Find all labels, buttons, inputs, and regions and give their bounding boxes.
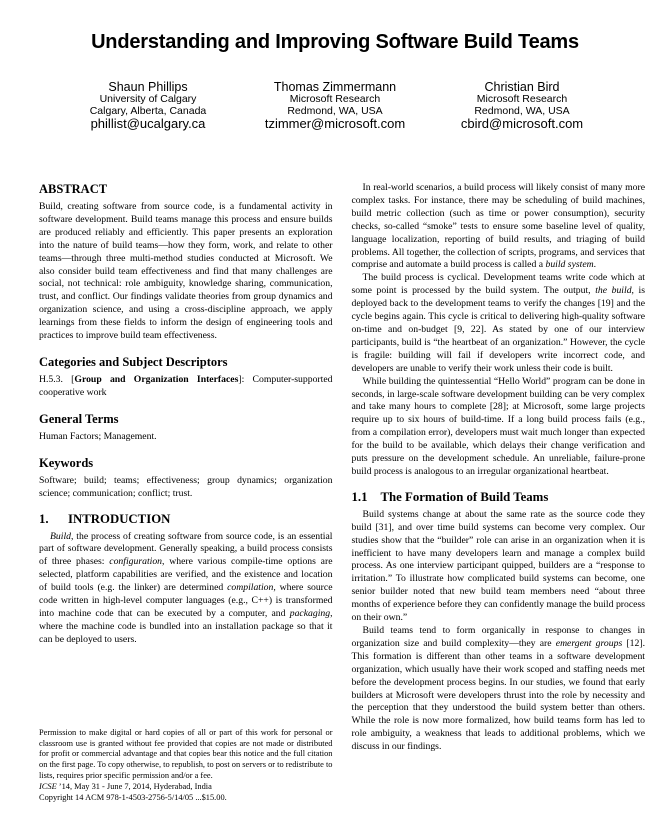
section-number: 1. bbox=[39, 511, 49, 526]
author-name: Thomas Zimmermann bbox=[273, 80, 397, 94]
keywords-text: Software; build; teams; effectiveness; group dynamics; organization science; communication; conflict; trust. bbox=[39, 474, 333, 499]
right-column bbox=[352, 182, 646, 804]
author-email: cbird@microsoft.com bbox=[460, 116, 584, 131]
author-affiliation-2: Redmond, WA, USA bbox=[287, 104, 383, 117]
author-email: tzimmer@microsoft.com bbox=[264, 116, 406, 131]
author-affiliation-1: University of Calgary bbox=[99, 93, 197, 105]
introduction-heading bbox=[39, 512, 333, 526]
introduction-paragraph: Build, the process of creating software from source code, is an essential part of software development. Generally speaking, a build process consists of three phases: configuration, where various compile-time options are selected, platform capabilities are verified, and the existence and location of build tools (e.g. the linker) are determined compilation, where source code written in high-level computer languages (e.g., C++) is transformed into machine code that can be executed by a computer, and packaging, where the machine code is bundled into an installation package so that it can be deployed to users. bbox=[39, 530, 333, 645]
section-1-1-heading bbox=[352, 490, 646, 504]
author-block-2 bbox=[253, 81, 418, 131]
author-affiliation-2: Redmond, WA, USA bbox=[474, 104, 570, 117]
copyright-text: Copyright 14 ACM 978-1-4503-2756-5/14/05 ...$15.00. bbox=[39, 793, 227, 803]
categories-text: H.5.3. [Group and Organization Interfaces]: Computer-supported cooperative work bbox=[39, 373, 333, 398]
left-column bbox=[39, 182, 333, 804]
copyright-footnote bbox=[39, 728, 333, 804]
paragraph: While building the quintessential “Hello World” program can be done in seconds, in large-scale software development building can be very complex and take many hours to complete [28]; at Microsoft, some large projects require up to six hours of build-time. If a long build process fails (e.g., from a compilation error), developers must wait much longer than expected for the build to be available, which delays their change verification and puts pressure on the development schedule. An unreliable, failure-prone build process is analogous to an irregular organizational heartbeat. bbox=[351, 375, 645, 477]
paragraph: In real-world scenarios, a build process will likely consist of many more complex tasks. For instance, there may be scheduling of build machines, build metric collection (such as time or power consumption), security checks, so-called “smoke” tests to ensure some baseline level of quality, language localization, reporting of build results, and triaging of build problems. All together, the collection of scripts, programs, and services that comprise and automate a build process is called a build system. bbox=[351, 182, 645, 271]
author-affiliation-1: Microsoft Research bbox=[476, 93, 568, 105]
section-title: The Formation of Build Teams bbox=[380, 489, 549, 504]
section-title: INTRODUCTION bbox=[68, 511, 171, 526]
keywords-heading: Keywords bbox=[39, 455, 94, 470]
paper-title: Understanding and Improving Software Build Teams bbox=[91, 31, 579, 53]
section-number: 1.1 bbox=[351, 489, 368, 504]
author-affiliation-2: Calgary, Alberta, Canada bbox=[89, 104, 207, 117]
venue-text: ICSE ’14, May 31 - June 7, 2014, Hyderabad, India bbox=[39, 782, 212, 792]
abstract-heading: ABSTRACT bbox=[39, 182, 108, 196]
general-terms-text: Human Factors; Management. bbox=[39, 430, 157, 442]
author-email: phillist@ucalgary.ca bbox=[90, 116, 206, 131]
author-name: Christian Bird bbox=[484, 80, 560, 94]
body-columns bbox=[39, 182, 645, 804]
paragraph: The build process is cyclical. Development teams write code which at some point is processed by the build system. The output, the build, is deployed back to the development teams to verify the changes [19] and the cycle begins again. This cycle is critical to delivering high-quality software on-time and on-budget [9, 22]. As stated by one of our interview participants, build is “the heartbeat of an organization.” However, the cycle is fragile: building will fail if developers write incorrect code, and developers are unable to verify their work unless their code is built. bbox=[351, 272, 646, 374]
permission-text: Permission to make digital or hard copies of all or part of this work for personal or classroom use is granted without fee provided that copies are not made or distributed for profit or commercial advantage and that copies bear this notice and the full citation on the first page. To copy otherwise, to republish, to post on servers or to redistribute to lists, requires prior specific permission and/or a fee. bbox=[39, 727, 333, 781]
author-block-3 bbox=[440, 81, 605, 131]
author-block-1 bbox=[66, 81, 231, 131]
abstract-text: Build, creating software from source code, is a fundamental activity in software development. Build teams manage this process and ensure builds are produced reliably and efficiently. This paper presents an exploration into the nature of build teams—how they form, work, and relate to other teams—through three multi-method studies conducted at Microsoft. We also consider build team effectiveness and find that many challenges are social, not technical: role ambiguity, knowledge sharing, communication, trust, and conflict. Our findings validate theories from group dynamics and organization science, and using a cross-discipline approach, we apply learnings from these fields to inform the design of engineering tools and practices to improve build team effectiveness. bbox=[39, 201, 333, 342]
authors-row bbox=[30, 81, 640, 131]
categories-heading: Categories and Subject Descriptors bbox=[39, 354, 228, 369]
author-name: Shaun Phillips bbox=[108, 80, 188, 94]
paragraph: Build teams tend to form organically in response to changes in organization size and build complexity—they are emergent groups [12]. This formation is different than other teams in a software development organization, which usually have their work scoped and staffing needs met before the development process begins. In our studies, we found that early builders at Microsoft were developers thrust into the role by necessity and the perception that they understood the build system better than others. While the role is now more formalized, how build teams form has led to role ambiguity, a weakness that leads to additional problems, which we discuss in our findings. bbox=[351, 625, 645, 753]
general-terms-heading: General Terms bbox=[39, 411, 119, 426]
paragraph: Build systems change at about the same rate as the source code they build [31], and over time build systems can become very complex. Our studies show that the “builder” role can arise in an organization when it is inefficient to have many developers learn and manage a complex build process. As one interview participant quipped, builders are a “response to irritation.” To illustrate how complicated build systems can become, one senior builder noted that new build team members need “about three months of experience before they can confidently manage the build process on their own.” bbox=[351, 508, 645, 624]
author-affiliation-1: Microsoft Research bbox=[289, 93, 381, 105]
